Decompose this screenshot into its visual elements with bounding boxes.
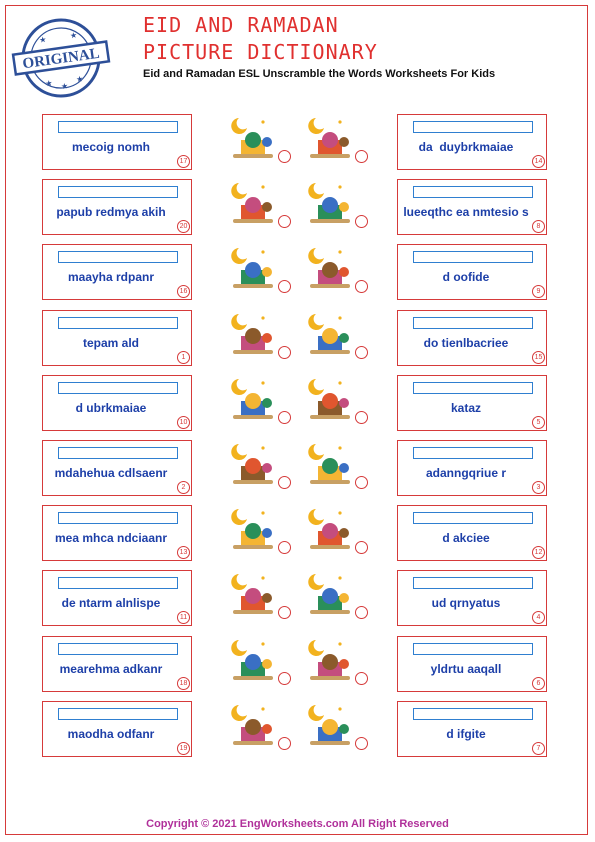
answer-number-circle[interactable] <box>278 476 291 489</box>
worksheet-row <box>0 568 595 624</box>
word-number-badge: 19 <box>177 742 190 755</box>
right-word-card <box>397 375 547 431</box>
mosque-city-icon <box>227 503 277 553</box>
answer-number-circle[interactable] <box>278 150 291 163</box>
word-number-badge: 7 <box>532 742 545 755</box>
worksheet-row <box>0 503 595 559</box>
worksheet-row <box>0 112 595 168</box>
right-word-card <box>397 244 547 300</box>
drummer-family-icon <box>227 568 277 618</box>
eid-family-pray-icon <box>304 112 354 162</box>
svg-text:★: ★ <box>38 34 48 45</box>
answer-input-box[interactable] <box>413 447 533 459</box>
answer-input-box[interactable] <box>58 186 178 198</box>
left-word-card <box>42 244 192 300</box>
worksheet-row <box>0 699 595 755</box>
page-title-line1: EID AND RAMADAN <box>143 13 339 37</box>
camel-desert-icon <box>227 373 277 423</box>
answer-input-box[interactable] <box>413 121 533 133</box>
answer-number-circle[interactable] <box>355 476 368 489</box>
word-number-badge: 13 <box>177 546 190 559</box>
worksheet-row <box>0 634 595 690</box>
left-word-card <box>42 570 192 626</box>
scrambled-word: ud qrnyatus <box>431 596 501 611</box>
answer-input-box[interactable] <box>413 317 533 329</box>
ramadan-drum-man-icon <box>304 177 354 227</box>
svg-text:★: ★ <box>44 78 54 89</box>
left-word-card <box>42 440 192 496</box>
left-word-card <box>42 310 192 366</box>
answer-number-circle[interactable] <box>278 672 291 685</box>
left-word-card <box>42 636 192 692</box>
right-word-card <box>397 701 547 757</box>
kaaba-icon <box>304 568 354 618</box>
scrambled-word: kataz <box>450 400 482 415</box>
word-number-badge: 11 <box>177 611 190 624</box>
answer-input-box[interactable] <box>58 643 178 655</box>
scrambled-word: tepam ald <box>82 335 139 350</box>
scrambled-word: lueeqthc ea nmtesio s <box>403 205 529 220</box>
scrambled-word: d oofide <box>442 270 490 285</box>
desert-mosque-icon <box>304 503 354 553</box>
scrambled-word: papub redmya akih <box>56 205 166 220</box>
left-word-card <box>42 179 192 235</box>
answer-number-circle[interactable] <box>278 737 291 750</box>
scrambled-word: mearehma adkanr <box>59 661 163 676</box>
word-number-badge: 6 <box>532 677 545 690</box>
right-word-card <box>397 310 547 366</box>
left-word-card <box>42 114 192 170</box>
answer-input-box[interactable] <box>58 382 178 394</box>
right-word-card <box>397 636 547 692</box>
answer-input-box[interactable] <box>58 121 178 133</box>
answer-input-box[interactable] <box>413 186 533 198</box>
svg-text:★: ★ <box>60 81 69 92</box>
scrambled-word: mea mhca ndciaanr <box>54 531 168 546</box>
svg-text:★: ★ <box>75 74 84 85</box>
word-number-badge: 2 <box>177 481 190 494</box>
scrambled-word: d ubrkmaiae <box>75 400 147 415</box>
scrambled-word: d akciee <box>442 531 490 546</box>
answer-input-box[interactable] <box>413 251 533 263</box>
word-number-badge: 17 <box>177 155 190 168</box>
answer-input-box[interactable] <box>413 512 533 524</box>
answer-input-box[interactable] <box>58 251 178 263</box>
praying-man-icon <box>304 699 354 749</box>
word-number-badge: 14 <box>532 155 545 168</box>
page-title-line2: PICTURE DICTIONARY <box>143 40 378 64</box>
word-number-badge: 20 <box>177 220 190 233</box>
worksheet-row <box>0 438 595 494</box>
scrambled-word: do tienlbacriee <box>423 335 509 350</box>
answer-number-circle[interactable] <box>355 541 368 554</box>
right-word-card <box>397 114 547 170</box>
word-number-badge: 1 <box>177 351 190 364</box>
word-number-badge: 15 <box>532 351 545 364</box>
ramadan-crescent-book-icon <box>227 242 277 292</box>
answer-input-box[interactable] <box>58 447 178 459</box>
answer-input-box[interactable] <box>413 643 533 655</box>
right-word-card <box>397 440 547 496</box>
word-number-badge: 9 <box>532 285 545 298</box>
right-word-card <box>397 179 547 235</box>
answer-number-circle[interactable] <box>278 280 291 293</box>
right-word-card <box>397 505 547 561</box>
answer-number-circle[interactable] <box>355 411 368 424</box>
quran-stand-icon <box>227 634 277 684</box>
scrambled-word: de ntarm alnlispe <box>61 596 161 611</box>
scrambled-word: maayha rdpanr <box>67 270 155 285</box>
mosque-lantern-icon <box>304 438 354 488</box>
ramadan-man-crescent-icon <box>227 438 277 488</box>
answer-input-box[interactable] <box>58 512 178 524</box>
word-number-badge: 3 <box>532 481 545 494</box>
palm-dates-icon <box>304 634 354 684</box>
answer-number-circle[interactable] <box>355 672 368 685</box>
answer-number-circle[interactable] <box>355 737 368 750</box>
word-number-badge: 4 <box>532 611 545 624</box>
answer-input-box[interactable] <box>413 577 533 589</box>
answer-number-circle[interactable] <box>278 541 291 554</box>
mosque-crowd-icon <box>227 308 277 358</box>
answer-input-box[interactable] <box>58 708 178 720</box>
eid-gift-shopping-icon <box>227 177 277 227</box>
page-subtitle: Eid and Ramadan ESL Unscramble the Words Worksheets For Kids <box>143 68 496 80</box>
word-number-badge: 18 <box>177 677 190 690</box>
eid-sweets-table-icon <box>304 308 354 358</box>
copyright-footer: Copyright © 2021 EngWorksheets.com All Right Reserved <box>146 818 449 830</box>
word-number-badge: 8 <box>532 220 545 233</box>
scrambled-word: mdahehua cdlsaenr <box>54 466 168 480</box>
answer-number-circle[interactable] <box>355 215 368 228</box>
stamp-text: ORIGINAL <box>21 45 101 73</box>
left-word-card <box>42 701 192 757</box>
scrambled-word: d ifgite <box>446 726 486 741</box>
word-number-badge: 16 <box>177 285 190 298</box>
answer-input-box[interactable] <box>413 708 533 720</box>
word-number-badge: 10 <box>177 416 190 429</box>
scrambled-word: adanngqriue r <box>425 466 506 480</box>
answer-number-circle[interactable] <box>355 150 368 163</box>
hanging-lanterns-icon <box>304 373 354 423</box>
answer-number-circle[interactable] <box>355 280 368 293</box>
right-word-card <box>397 570 547 626</box>
scrambled-word: da duybrkmaiae <box>418 140 514 154</box>
worksheet-row <box>0 177 595 233</box>
left-word-card <box>42 375 192 431</box>
prayer-kids-icon <box>227 699 277 749</box>
answer-input-box[interactable] <box>58 577 178 589</box>
word-number-badge: 12 <box>532 546 545 559</box>
answer-number-circle[interactable] <box>278 215 291 228</box>
scrambled-word: maodha odfanr <box>67 726 155 741</box>
answer-number-circle[interactable] <box>278 411 291 424</box>
worksheet-row <box>0 242 595 298</box>
svg-text:★: ★ <box>69 30 78 41</box>
left-word-card <box>42 505 192 561</box>
worksheet-row <box>0 373 595 429</box>
word-number-badge: 5 <box>532 416 545 429</box>
original-stamp-logo <box>10 14 112 102</box>
answer-input-box[interactable] <box>58 317 178 329</box>
eid-dates-food-icon <box>304 242 354 292</box>
answer-number-circle[interactable] <box>355 606 368 619</box>
answer-number-circle[interactable] <box>278 346 291 359</box>
eid-lantern-quran-icon <box>227 112 277 162</box>
worksheet-row <box>0 308 595 364</box>
scrambled-word: yldrtu aaqall <box>430 661 502 676</box>
scrambled-word: mecoig nomh <box>71 140 150 154</box>
answer-number-circle[interactable] <box>278 606 291 619</box>
answer-number-circle[interactable] <box>355 346 368 359</box>
answer-input-box[interactable] <box>413 382 533 394</box>
